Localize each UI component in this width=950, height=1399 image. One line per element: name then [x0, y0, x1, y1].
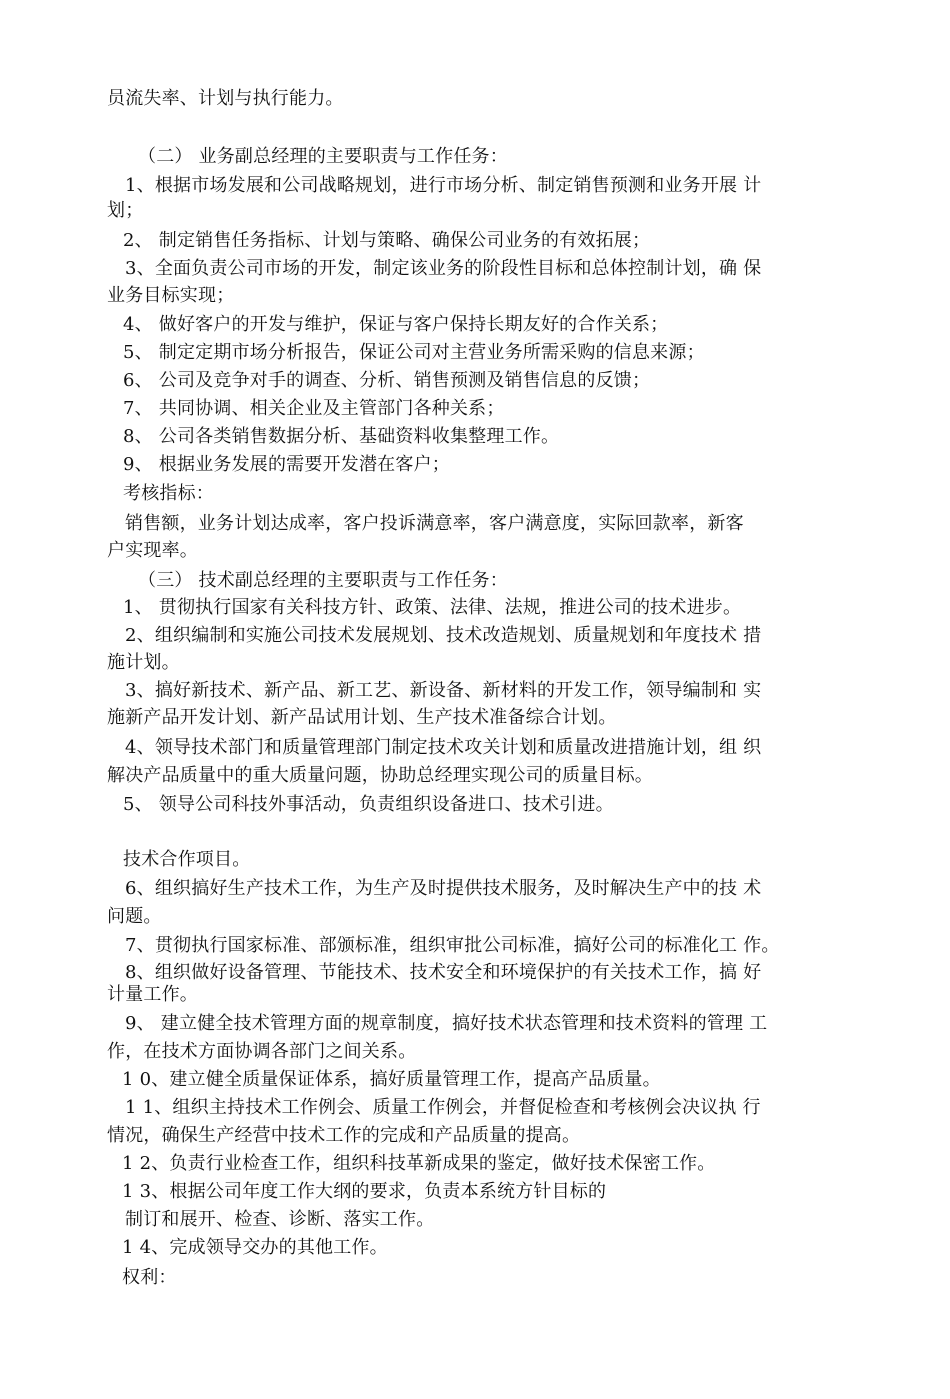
- text-line: 9、 建立健全技术管理方面的规章制度，搞好技术状态管理和技术资料的管理 工: [125, 1013, 768, 1034]
- text-line: 业务目标实现；: [107, 285, 235, 306]
- text-line: 1 3、根据公司年度工作大纲的要求，负责本系统方针目标的: [122, 1181, 607, 1202]
- text-line: 销售额，业务计划达成率，客户投诉满意率，客户满意度，实际回款率，新客: [125, 513, 744, 534]
- text-line: 5、 领导公司科技外事活动，负责组织设备进口、技术引进。: [123, 794, 614, 815]
- text-line: 计量工作。: [107, 984, 198, 1005]
- text-line: 1 2、负责行业检查工作，组织科技革新成果的鉴定，做好技术保密工作。: [122, 1153, 716, 1174]
- text-line: 3、全面负责公司市场的开发，制定该业务的阶段性目标和总体控制计划，确 保: [125, 258, 762, 279]
- text-line: 技术合作项目。: [123, 849, 251, 870]
- text-line: 5、 制定定期市场分析报告，保证公司对主营业务所需采购的信息来源；: [123, 342, 705, 363]
- text-line: 2、组织编制和实施公司技术发展规划、技术改造规划、质量规划和年度技术 措: [125, 625, 762, 646]
- text-line: 8、组织做好设备管理、节能技术、技术安全和环境保护的有关技术工作，搞 好: [125, 962, 762, 983]
- text-line: 施新产品开发计划、新产品试用计划、生产技术准备综合计划。: [107, 707, 617, 728]
- text-line: 户实现率。: [107, 540, 198, 561]
- text-line: 制订和展开、检查、诊断、落实工作。: [125, 1209, 435, 1230]
- section-heading-2: （二） 业务副总经理的主要职责与工作任务：: [138, 146, 508, 167]
- text-line: 6、组织搞好生产技术工作，为生产及时提供技术服务，及时解决生产中的技 术: [125, 878, 762, 899]
- text-line: 1 1、组织主持技术工作例会、质量工作例会，并督促检查和考核例会决议执 行: [125, 1097, 761, 1118]
- text-line: 员流失率、计划与执行能力。: [107, 88, 344, 109]
- text-line: 解决产品质量中的重大质量问题，协助总经理实现公司的质量目标。: [107, 765, 653, 786]
- text-line: 8、 公司各类销售数据分析、基础资料收集整理工作。: [123, 426, 560, 447]
- text-line: 1、 贯彻执行国家有关科技方针、政策、法律、法规，推进公司的技术进步。: [123, 597, 742, 618]
- text-line: 作，在技术方面协调各部门之间关系。: [107, 1041, 417, 1062]
- text-line: 9、 根据业务发展的需要开发潜在客户；: [123, 454, 450, 475]
- text-line: 权利：: [122, 1267, 177, 1288]
- text-line: 施计划。: [107, 652, 180, 673]
- text-line: 划；: [107, 200, 144, 221]
- text-line: 6、 公司及竞争对手的调查、分析、销售预测及销售信息的反馈；: [123, 370, 651, 391]
- section-heading-3: （三） 技术副总经理的主要职责与工作任务：: [138, 570, 508, 591]
- text-line: 问题。: [107, 906, 162, 927]
- text-line: 7、贯彻执行国家标准、部颁标准，组织审批公司标准，搞好公司的标准化工 作。: [125, 935, 780, 956]
- text-line: 3、搞好新技术、新产品、新工艺、新设备、新材料的开发工作，领导编制和 实: [125, 680, 762, 701]
- text-line: 4、领导技术部门和质量管理部门制定技术攻关计划和质量改进措施计划，组 织: [125, 737, 762, 758]
- text-line: 考核指标：: [123, 483, 214, 504]
- text-line: 情况，确保生产经营中技术工作的完成和产品质量的提高。: [107, 1125, 581, 1146]
- text-line: 2、 制定销售任务指标、计划与策略、确保公司业务的有效拓展；: [123, 230, 651, 251]
- text-line: 1 4、完成领导交办的其他工作。: [122, 1237, 388, 1258]
- text-line: 7、 共同协调、相关企业及主管部门各种关系；: [123, 398, 505, 419]
- text-line: 4、 做好客户的开发与维护，保证与客户保持长期友好的合作关系；: [123, 314, 669, 335]
- text-line: 1 0、建立健全质量保证体系，搞好质量管理工作，提高产品质量。: [122, 1069, 661, 1090]
- text-line: 1、根据市场发展和公司战略规划，进行市场分析、制定销售预测和业务开展 计: [125, 175, 762, 196]
